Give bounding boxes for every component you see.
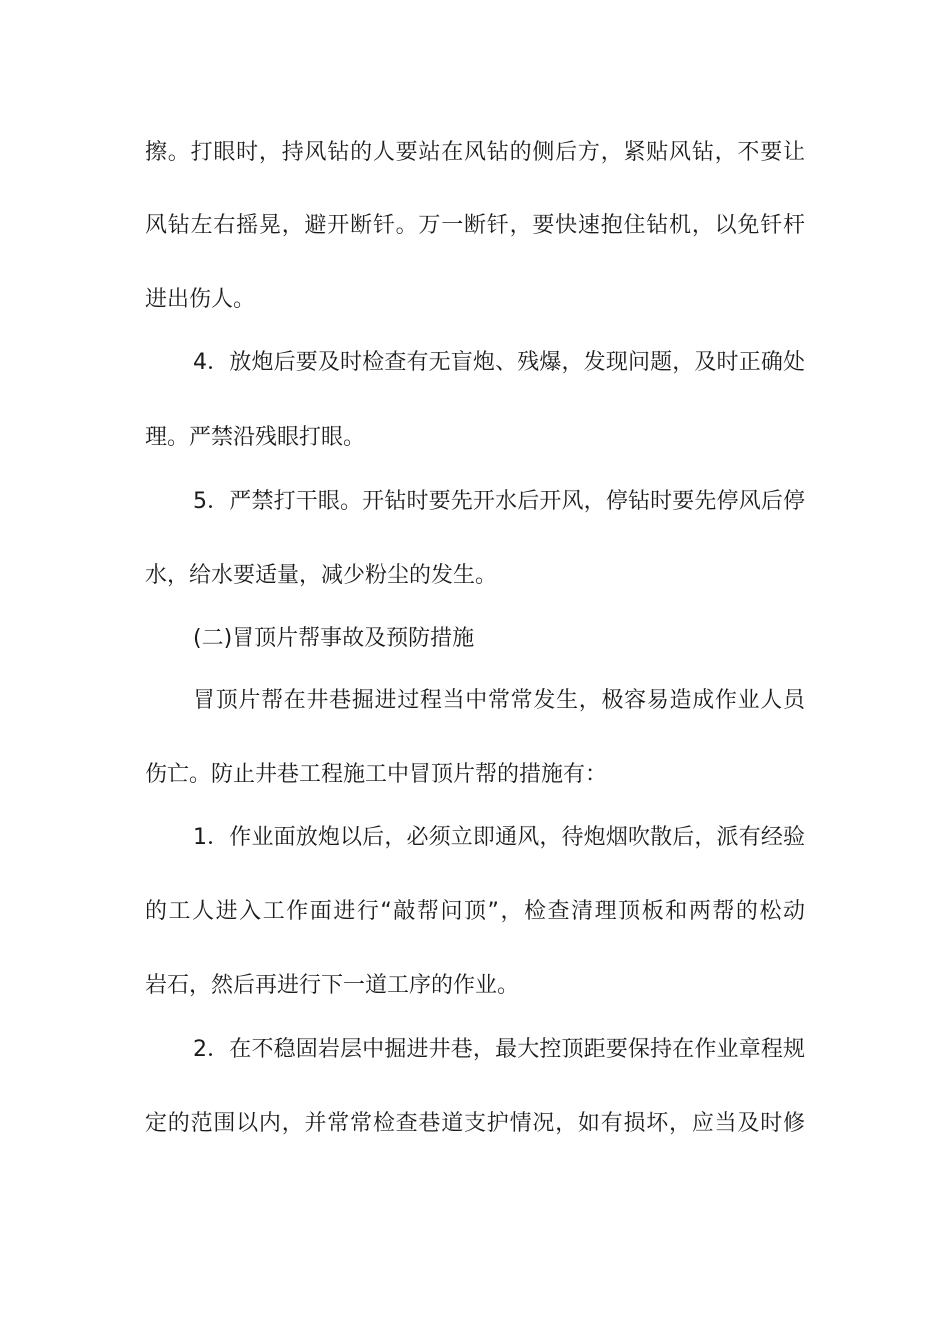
text-line: 水，给水要适量，减少粉尘的发生。 [145, 563, 498, 588]
text-line: 风钻左右摇晃，避开断钎。万一断钎，要快速抱住钻机，以免钎杆 [145, 213, 805, 238]
text-line: 1．作业面放炮以后，必须立即通风，待炮烟吹散后，派有经验 [193, 825, 805, 850]
text-line: 岩石，然后再进行下一道工序的作业。 [145, 973, 520, 998]
section-heading: (二)冒顶片帮事故及预防措施 [193, 626, 475, 651]
text-line: 冒顶片帮在井巷掘进过程当中常常发生，极容易造成作业人员 [193, 688, 805, 713]
text-line: 擦。打眼时，持风钻的人要站在风钻的侧后方，紧贴风钻，不要让 [145, 140, 805, 165]
text-line: 2．在不稳固岩层中掘进井巷，最大控顶距要保持在作业章程规 [193, 1037, 805, 1062]
text-line: 伤亡。防止井巷工程施工中冒顶片帮的措施有： [145, 762, 608, 787]
text-line: 4．放炮后要及时检查有无盲炮、残爆，发现问题，及时正确处 [193, 350, 805, 375]
text-line: 进出伤人。 [145, 287, 256, 312]
text-line: 的工人进入工作面进行“敲帮问顶”，检查清理顶板和两帮的松动 [145, 899, 805, 924]
text-line: 理。严禁沿残眼打眼。 [145, 425, 366, 450]
text-line: 5．严禁打干眼。开钻时要先开水后开风，停钻时要先停风后停 [193, 489, 805, 514]
text-line: 定的范围以内，并常常检查巷道支护情况，如有损坏，应当及时修 [145, 1111, 805, 1136]
